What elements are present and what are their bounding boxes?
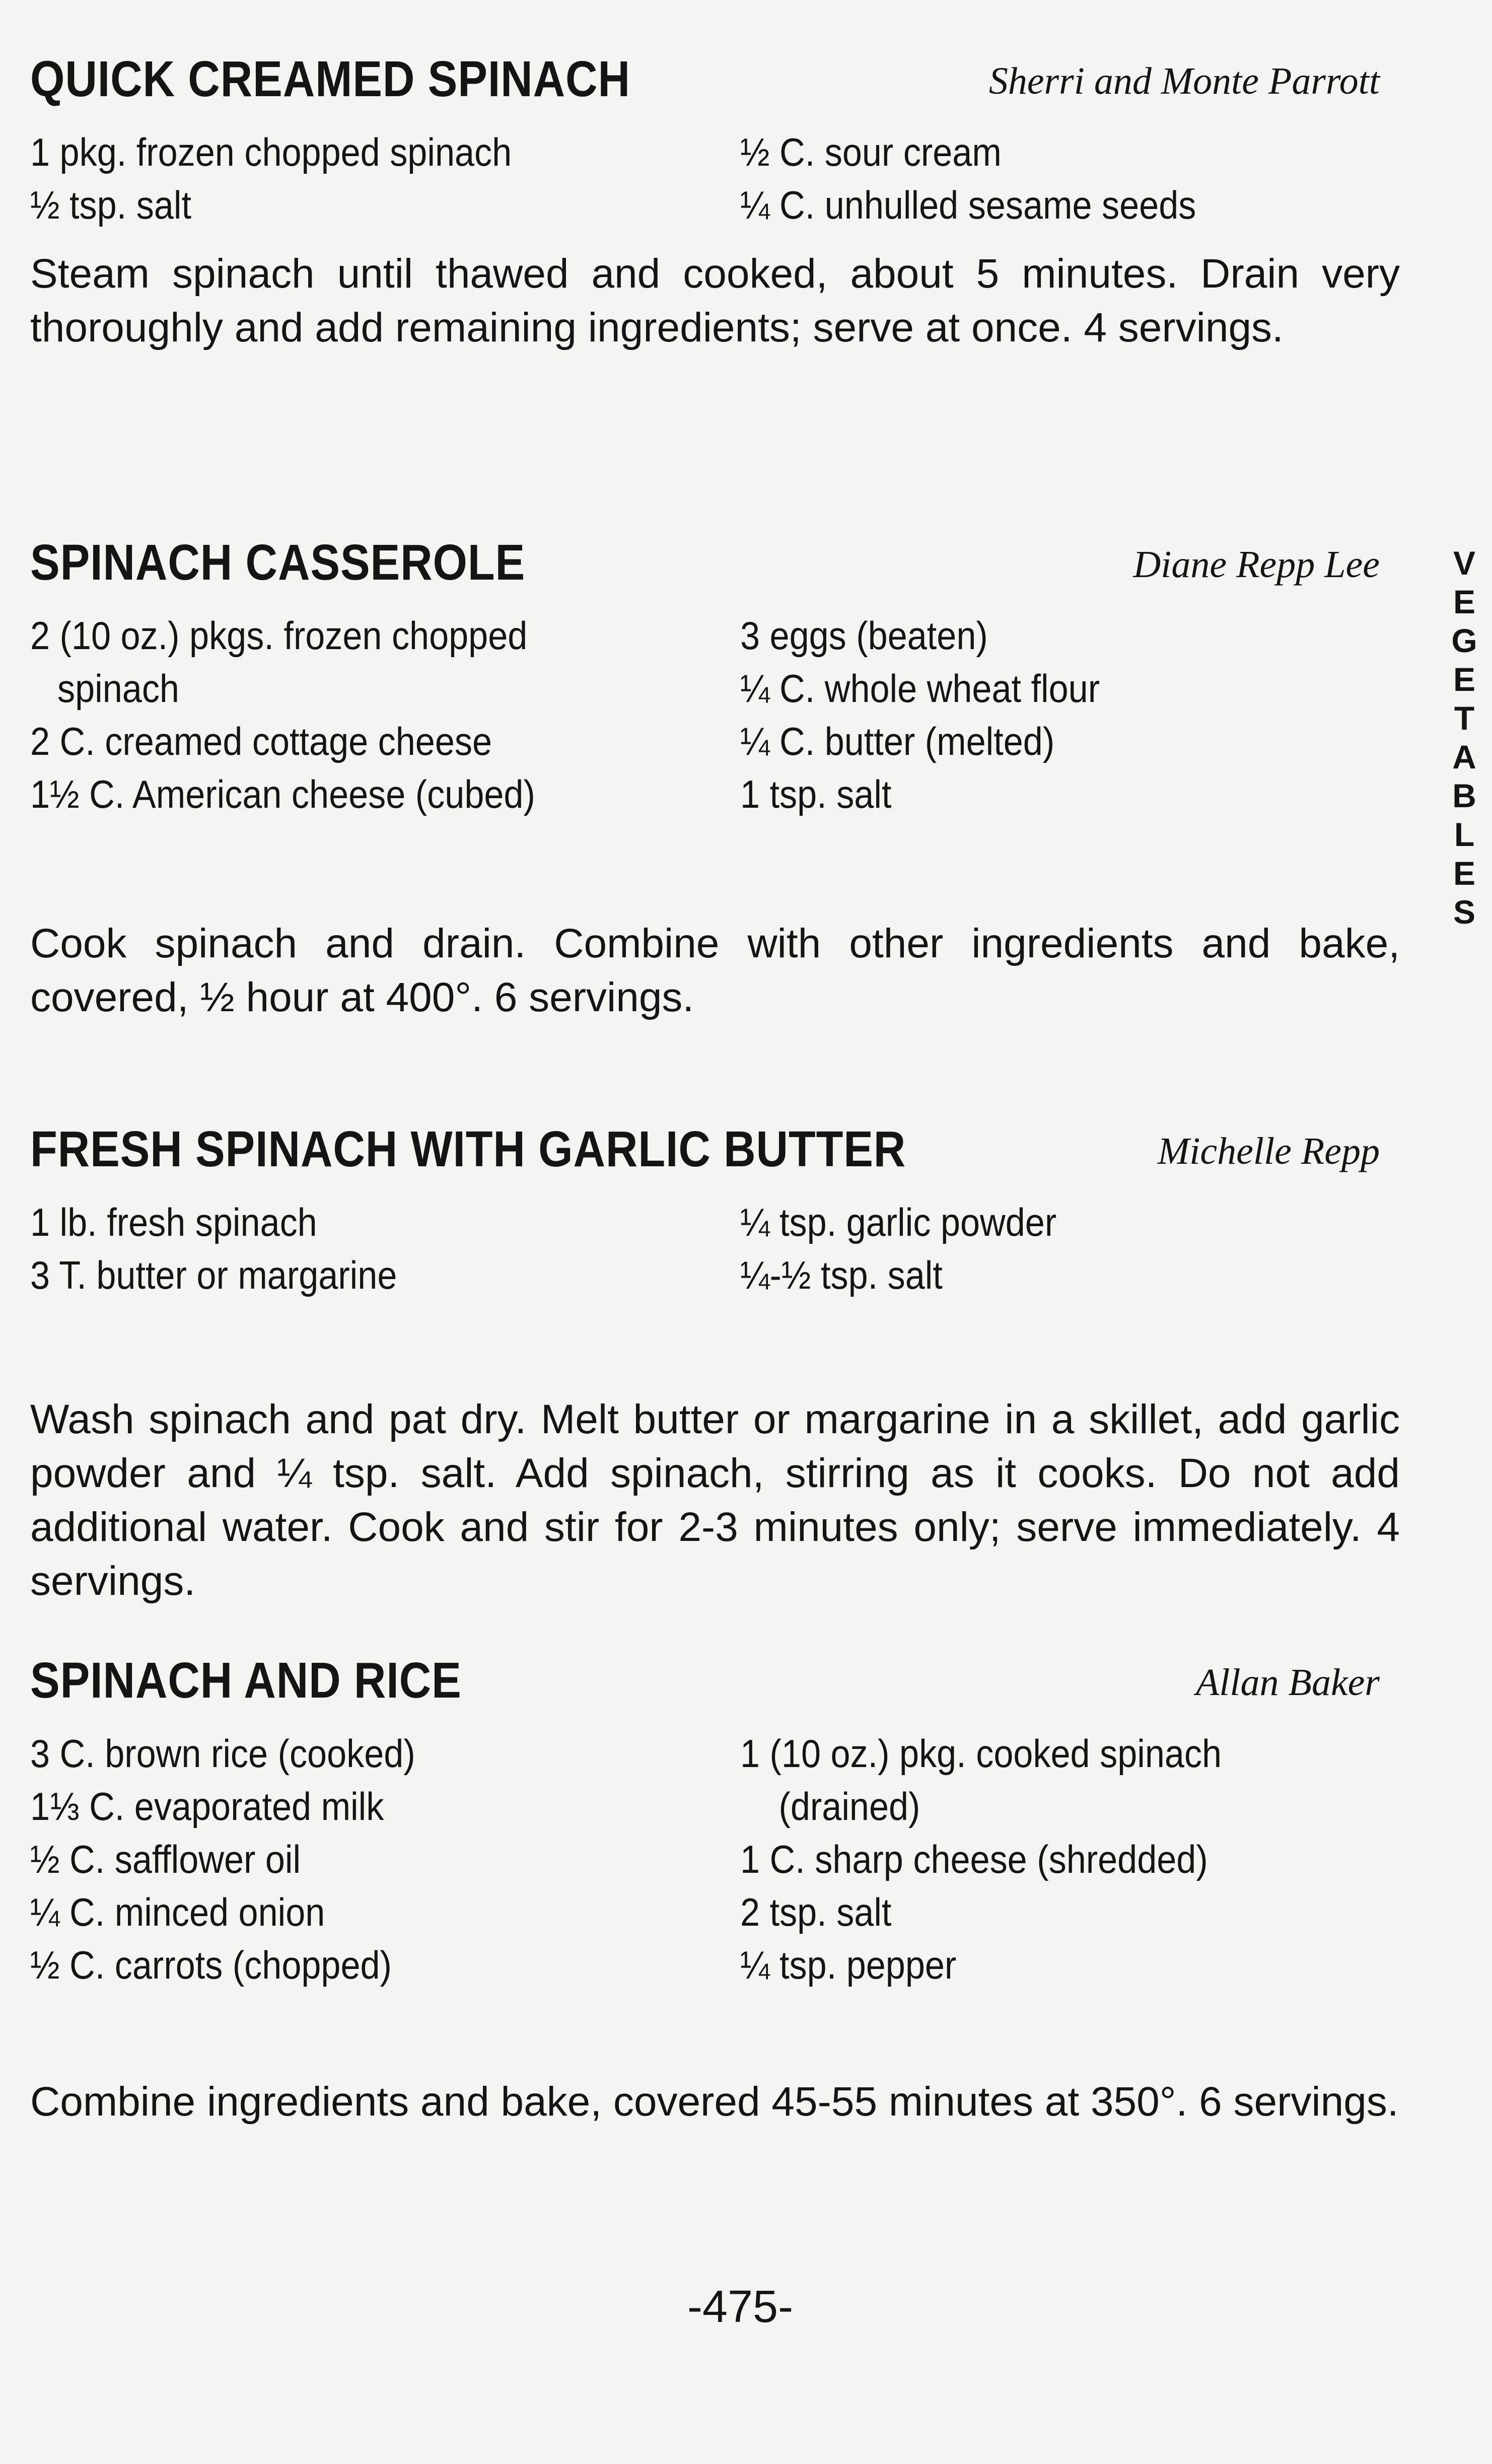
recipe-title: SPINACH AND RICE xyxy=(30,1652,462,1709)
page-number: -475- xyxy=(687,2282,794,2332)
ingredient: 3 C. brown rice (cooked) xyxy=(30,1731,415,1776)
ingredient: ¼ C. whole wheat flour xyxy=(740,666,1100,711)
ingredient: ½ C. sour cream xyxy=(740,130,1002,174)
recipe-directions: Cook spinach and drain. Combine with other ingredients and bake, covered, ½ hour at 400°. 6 servings. xyxy=(30,921,1400,1020)
ingredient: ½ tsp. salt xyxy=(30,183,191,227)
section-tab-letter: E xyxy=(1453,583,1476,620)
section-tab-letter: B xyxy=(1452,777,1476,814)
recipe-title: SPINACH CASSEROLE xyxy=(30,534,526,591)
section-tab-vegetables xyxy=(1444,544,1484,932)
recipe-author: Allan Baker xyxy=(1195,1661,1380,1704)
section-tab-letter: T xyxy=(1454,699,1475,737)
ingredient: 2 C. creamed cottage cheese xyxy=(30,719,492,763)
ingredient: spinach xyxy=(57,666,179,711)
section-tab-letter: G xyxy=(1451,622,1477,659)
ingredient: 1 lb. fresh spinach xyxy=(30,1200,317,1244)
ingredient: 2 (10 oz.) pkgs. frozen chopped xyxy=(30,613,528,658)
ingredient: 3 eggs (beaten) xyxy=(740,613,988,658)
ingredient: ¼ tsp. garlic powder xyxy=(740,1200,1057,1244)
recipe-title: FRESH SPINACH WITH GARLIC BUTTER xyxy=(30,1121,906,1177)
ingredient: 1 pkg. frozen chopped spinach xyxy=(30,130,512,174)
recipe-directions: Steam spinach until thawed and cooked, about 5 minutes. Drain very thoroughly and add remaining ingredients; serve at once. 4 servings. xyxy=(30,251,1400,350)
recipe-directions: Wash spinach and pat dry. Melt butter or margarine in a skillet, add garlic powder and ¼ tsp. salt. Add spinach, stirring as it cooks. Do not add additional water. Cook and stir for 2-3 minutes only; serve immediately. 4 servings. xyxy=(30,1396,1400,1604)
ingredient: 1 (10 oz.) pkg. cooked spinach xyxy=(740,1731,1222,1776)
ingredient: ¼-½ tsp. salt xyxy=(740,1253,943,1297)
ingredient: 1½ C. American cheese (cubed) xyxy=(30,772,535,816)
section-tab-letter: S xyxy=(1453,893,1476,931)
section-tab-letter: L xyxy=(1454,816,1475,853)
ingredient: ¼ C. butter (melted) xyxy=(740,719,1055,763)
section-tab-letter: V xyxy=(1453,544,1476,582)
recipe-author: Michelle Repp xyxy=(1157,1130,1380,1172)
ingredient: ¼ C. unhulled sesame seeds xyxy=(740,183,1196,227)
recipe-author: Diane Repp Lee xyxy=(1133,543,1380,586)
recipe-title: QUICK CREAMED SPINACH xyxy=(30,51,630,107)
ingredient: 1 tsp. salt xyxy=(740,772,892,816)
section-tab-letter: E xyxy=(1453,661,1476,698)
recipe-quick-creamed-spinach xyxy=(20,45,1400,350)
recipe-fresh-spinach-garlic-butter xyxy=(20,1115,1400,1604)
ingredient: ¼ tsp. pepper xyxy=(740,1943,957,1987)
ingredient: 1 C. sharp cheese (shredded) xyxy=(740,1837,1208,1881)
ingredient: ½ C. safflower oil xyxy=(30,1837,301,1881)
recipe-spinach-casserole xyxy=(20,529,1400,1020)
ingredient: 1⅓ C. evaporated milk xyxy=(30,1784,384,1828)
recipe-spinach-and-rice xyxy=(20,1647,1399,2125)
ingredient: 2 tsp. salt xyxy=(740,1890,892,1934)
ingredient: ½ C. carrots (chopped) xyxy=(30,1943,392,1987)
ingredient: ¼ C. minced onion xyxy=(30,1890,325,1934)
recipe-author: Sherri and Monte Parrott xyxy=(988,60,1380,102)
recipe-directions: Combine ingredients and bake, covered 45-55 minutes at 350°. 6 servings. xyxy=(30,2079,1399,2125)
ingredient: (drained) xyxy=(778,1784,920,1828)
section-tab-letter: A xyxy=(1452,738,1476,776)
ingredient: 3 T. butter or margarine xyxy=(30,1253,397,1297)
section-tab-letter: E xyxy=(1453,855,1476,892)
